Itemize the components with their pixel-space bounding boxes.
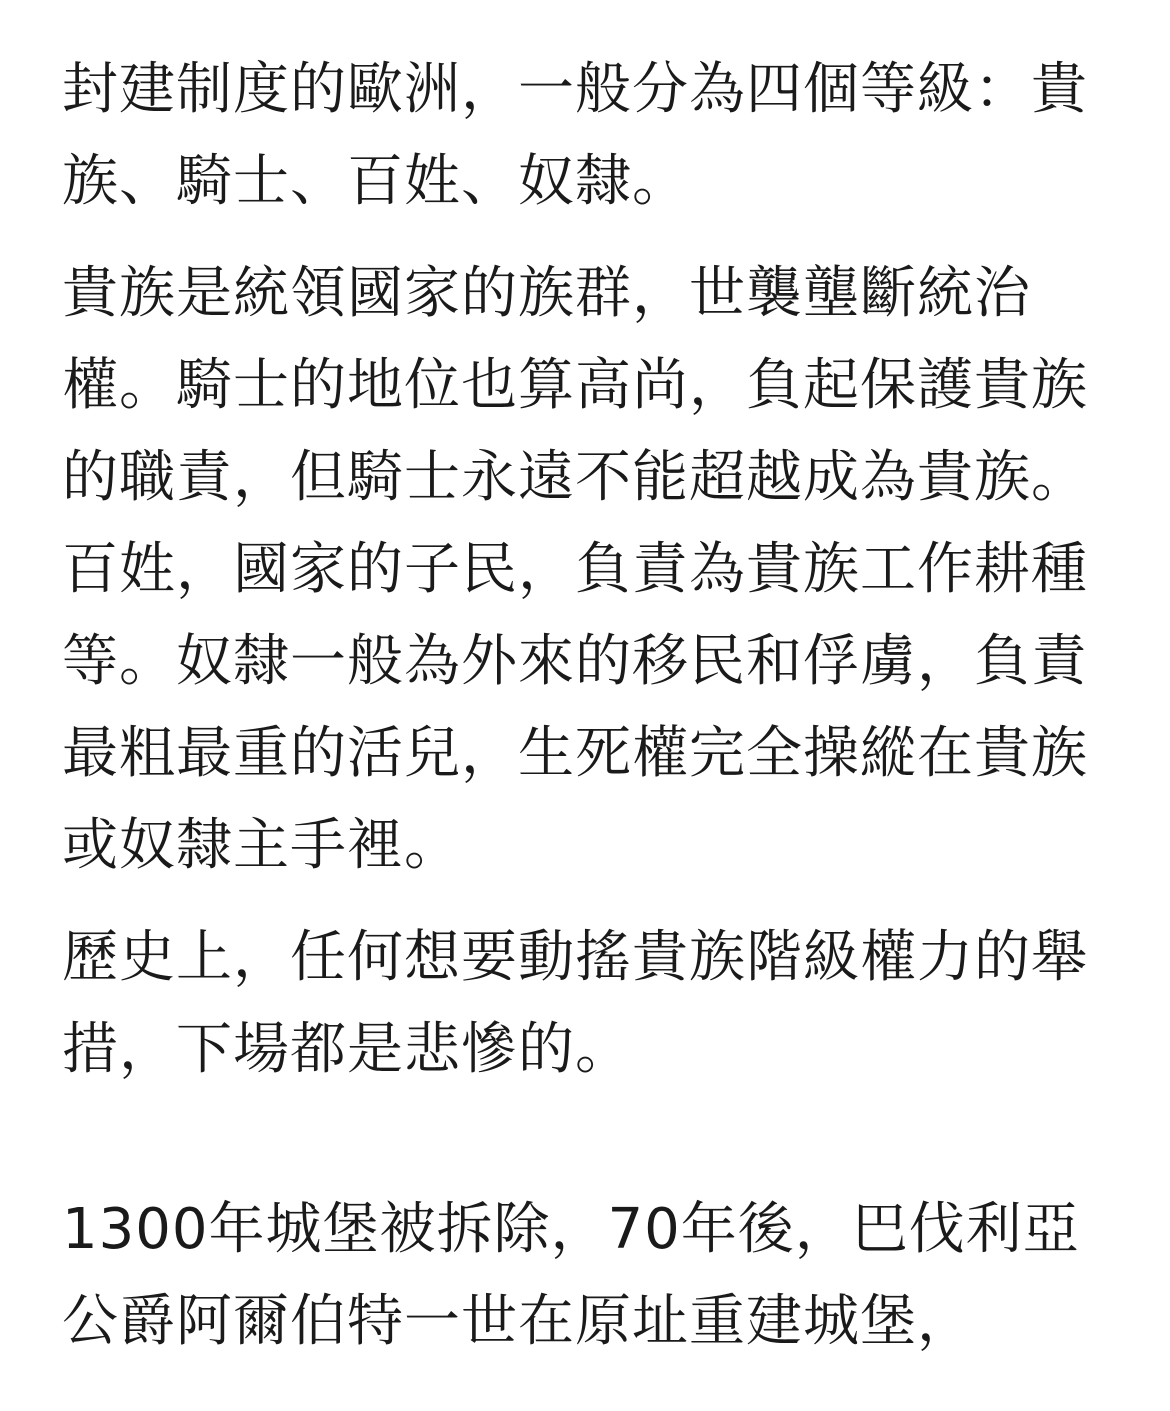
article-body [62, 44, 1112, 1388]
paragraph-feudal-classes: 封建制度的歐洲，一般分為四個等級：貴族、騎士、百姓、奴隸。 [62, 57, 1088, 214]
paragraph-class-roles: 貴族是統領國家的族群，世襲壟斷統治權。騎士的地位也算高尚，負起保護貴族的職責，但騎士永遠不能超越成為貴族。百姓，國家的子民，負責為貴族工作耕種等。奴隸一般為外來的移民和俘虜，負責最粗最重的活兒，生死權完全操縱在貴族或奴隸主手裡。 [62, 261, 1088, 878]
paragraph-history: 歷史上，任何想要動搖貴族階級權力的舉措，下場都是悲慘的。 [62, 925, 1088, 1082]
paragraph-castle-rebuild: 1300年城堡被拆除，70年後，巴伐利亞公爵阿爾伯特一世在原址重建城堡， [62, 1197, 1080, 1354]
